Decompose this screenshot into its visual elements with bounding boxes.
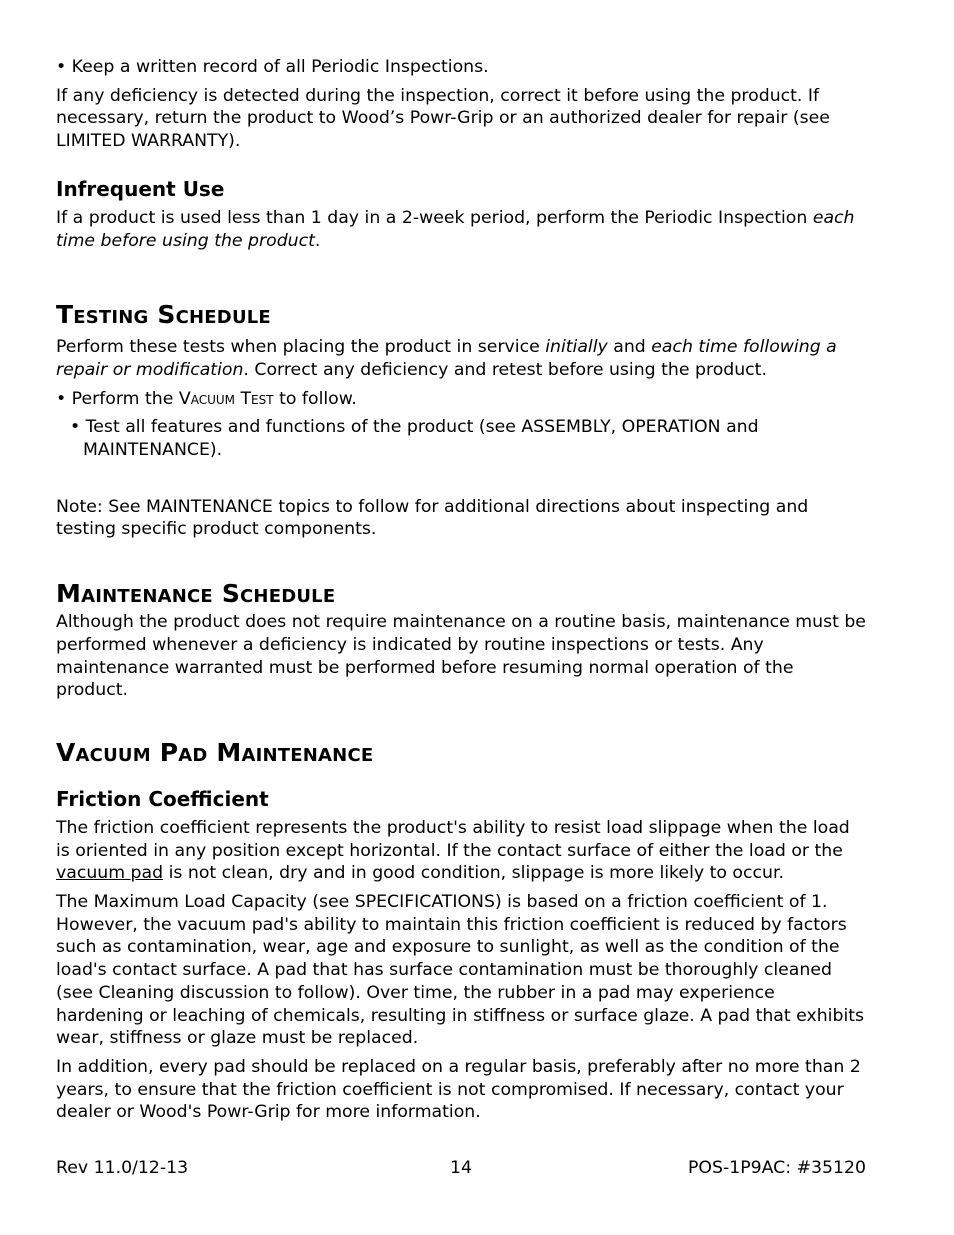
bullet1-before: • Perform the: [56, 388, 179, 409]
vacuum-pad-maintenance-heading: Vacuum Pad Maintenance: [56, 737, 374, 767]
testing-schedule-heading: Testing Schedule: [56, 300, 271, 330]
deficiency-paragraph: If any deficiency is detected during the inspection, correct it before using the product. If necessary, return the product to Wood’s Powr-Grip or an authorized dealer for repair (see LIMITED WARRANTY).: [56, 85, 830, 152]
maintenance-schedule-heading: Maintenance Schedule: [56, 579, 336, 609]
infrequent-use-paragraph: [56, 207, 866, 252]
friction-paragraph-2: The Maximum Load Capacity (see SPECIFICATIONS) is based on a friction coefficient of 1. However, the vacuum pad's ability to maintain this friction coefficient is reduced by factors such as contamination, wear, age and exposure to sunlight, as well as the condition of the load's contact surface. A pad that has surface contamination must be thoroughly cleaned (see Cleaning discussion to follow). Over time, the rubber in a pad may experience hardening or leaching of chemicals, resulting in stiffness or surface glaze. A pad that exhibits wear, stiffness or glaze must be replaced.: [56, 892, 865, 1049]
testing-p-start: Perform these tests when placing the product in service: [56, 337, 546, 358]
infrequent-text-after: .: [314, 230, 321, 251]
footer-model: POS-1P9AC: #35120: [688, 1158, 866, 1178]
page-footer: [56, 1157, 866, 1181]
bullet-vacuum-test: [56, 388, 866, 411]
testing-p-mid: and: [607, 337, 652, 358]
bullet-written-record: • Keep a written record of all Periodic Inspections.: [56, 57, 489, 77]
friction-paragraph-3: In addition, every pad should be replaced on a regular basis, preferably after no more than 2 years, to ensure that the friction coefficient is not compromised. If necessary, contact your dealer or Wood's Powr-Grip for more information.: [56, 1056, 861, 1123]
friction-p1-before: The friction coefficient represents the product's ability to resist load slippage when the load is oriented in any position except horizontal. If the contact surface of either the load or the: [56, 817, 850, 861]
footer-page-number: 14: [450, 1158, 472, 1178]
testing-p-end: . Correct any deficiency and retest before using the product.: [243, 359, 767, 380]
testing-paragraph: [56, 336, 866, 381]
testing-note: Note: See MAINTENANCE topics to follow for additional directions about inspecting and testing specific product components.: [56, 496, 809, 540]
friction-p1-after: is not clean, dry and in good condition, slippage is more likely to occur.: [163, 863, 784, 884]
bullet-test-features: • Test all features and functions of the product (see ASSEMBLY, OPERATION and MAINTENANCE).: [70, 417, 759, 461]
vacuum-pad-underlined: vacuum pad: [56, 863, 164, 884]
friction-paragraph-1: [56, 817, 866, 885]
maintenance-paragraph: Although the product does not require maintenance on a routine basis, maintenance must be performed whenever a deficiency is indicated by routine inspections or tests. Any maintenance warranted must be performed before resuming normal operation of the product.: [56, 612, 866, 701]
bullet1-smallcaps: Vacuum Test: [178, 388, 274, 409]
infrequent-text-em: each time before using the product: [56, 207, 855, 251]
infrequent-text-before: If a product is used less than 1 day in a 2-week period, perform the Periodic Inspection: [56, 207, 813, 228]
page-content: [56, 56, 866, 1124]
infrequent-use-heading: Infrequent Use: [56, 176, 225, 201]
testing-p-em2: each time following a repair or modification: [56, 337, 837, 380]
testing-p-em1: initially: [545, 337, 608, 358]
footer-revision: Rev 11.0/12-13: [56, 1158, 189, 1178]
friction-coefficient-heading: Friction Coefficient: [56, 786, 269, 811]
bullet1-after: to follow.: [273, 388, 357, 409]
